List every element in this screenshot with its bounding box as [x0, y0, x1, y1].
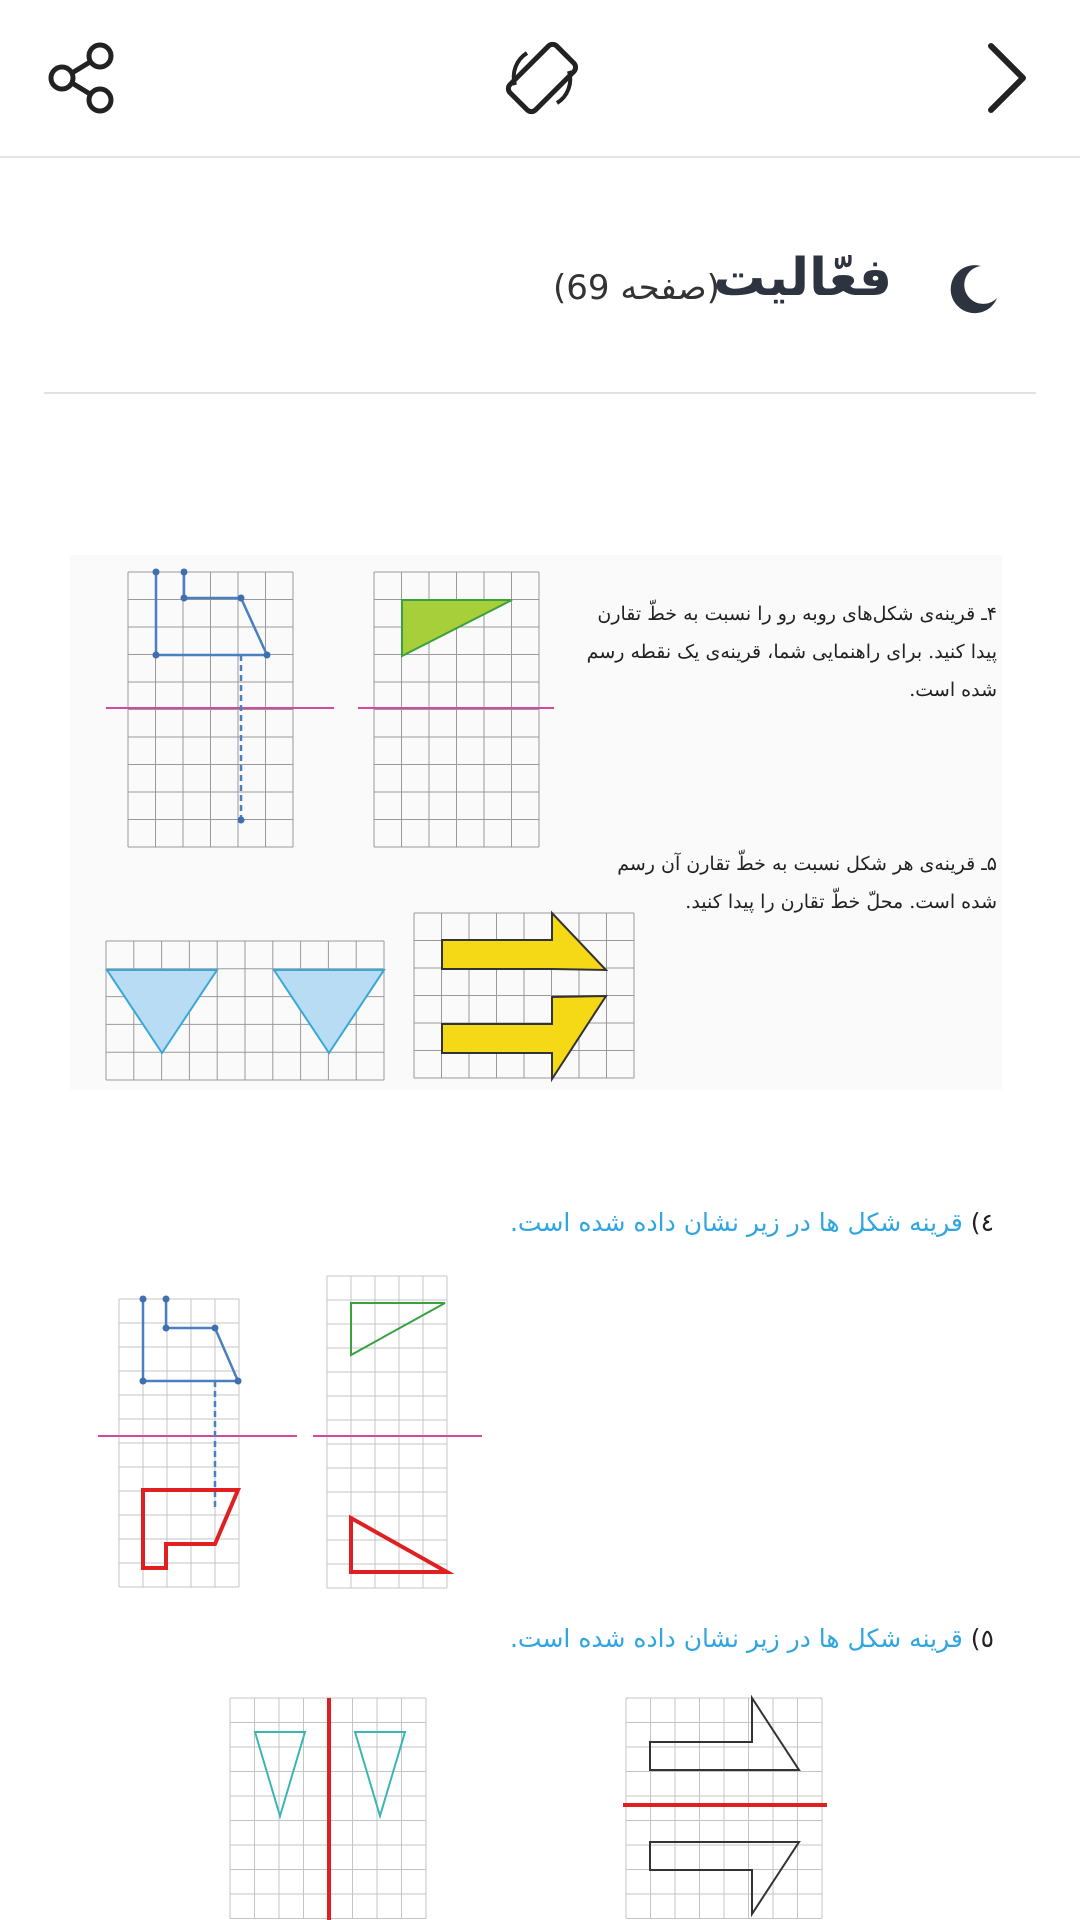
rotate-screen-button[interactable] — [492, 28, 592, 128]
moon-icon[interactable] — [945, 260, 1001, 316]
triangle-right — [355, 1732, 405, 1816]
question-4-text: ۴ـ قرینه‌ی شکل‌های روبه رو را نسبت به خطّ تقارن پیدا کنید. برای راهنمایی شما، قرینه‌ی یک نقطه رسم شده است. — [586, 603, 997, 701]
light-blue-triangle-1 — [107, 970, 217, 1053]
divider — [44, 392, 1036, 394]
grid-answer-5 — [230, 1698, 822, 1919]
answer-5-figure — [225, 1690, 845, 1920]
next-button[interactable] — [955, 28, 1055, 128]
page-title: فعّالیت — [713, 248, 892, 308]
answer-4-caption — [510, 1208, 994, 1237]
answer-5-caption — [510, 1624, 994, 1653]
section-heading — [0, 230, 1080, 350]
screen-rotation-icon — [497, 33, 587, 123]
blue-shape-q4 — [156, 572, 267, 820]
answer-4-text: قرینه شکل ها در زیر نشان داده شده است. — [509, 1208, 963, 1237]
original-triangle-green — [351, 1303, 445, 1355]
light-blue-triangle-2 — [274, 970, 384, 1053]
blue-dots — [153, 569, 271, 824]
textbook-page-image — [70, 555, 1002, 1090]
grid-answer-4 — [119, 1276, 447, 1588]
answer-5-number: ٥) — [970, 1624, 994, 1653]
answer-4-figure — [95, 1268, 495, 1598]
triangle-left — [255, 1732, 305, 1816]
share-icon — [42, 38, 122, 118]
question-5-text: ۵ـ قرینه‌ی هر شکل نسبت به خطّ تقارن آن رسم شده است. محلّ خطّ تقارن را پیدا کنید. — [617, 853, 997, 913]
share-button[interactable] — [32, 28, 132, 128]
chevron-right-icon — [975, 38, 1035, 118]
answer-4-number: ٤) — [970, 1208, 994, 1237]
answer-5-text: قرینه شکل ها در زیر نشان داده شده است. — [509, 1624, 963, 1653]
top-toolbar — [0, 0, 1080, 158]
page-reference: (صفحه 69) — [553, 268, 720, 308]
